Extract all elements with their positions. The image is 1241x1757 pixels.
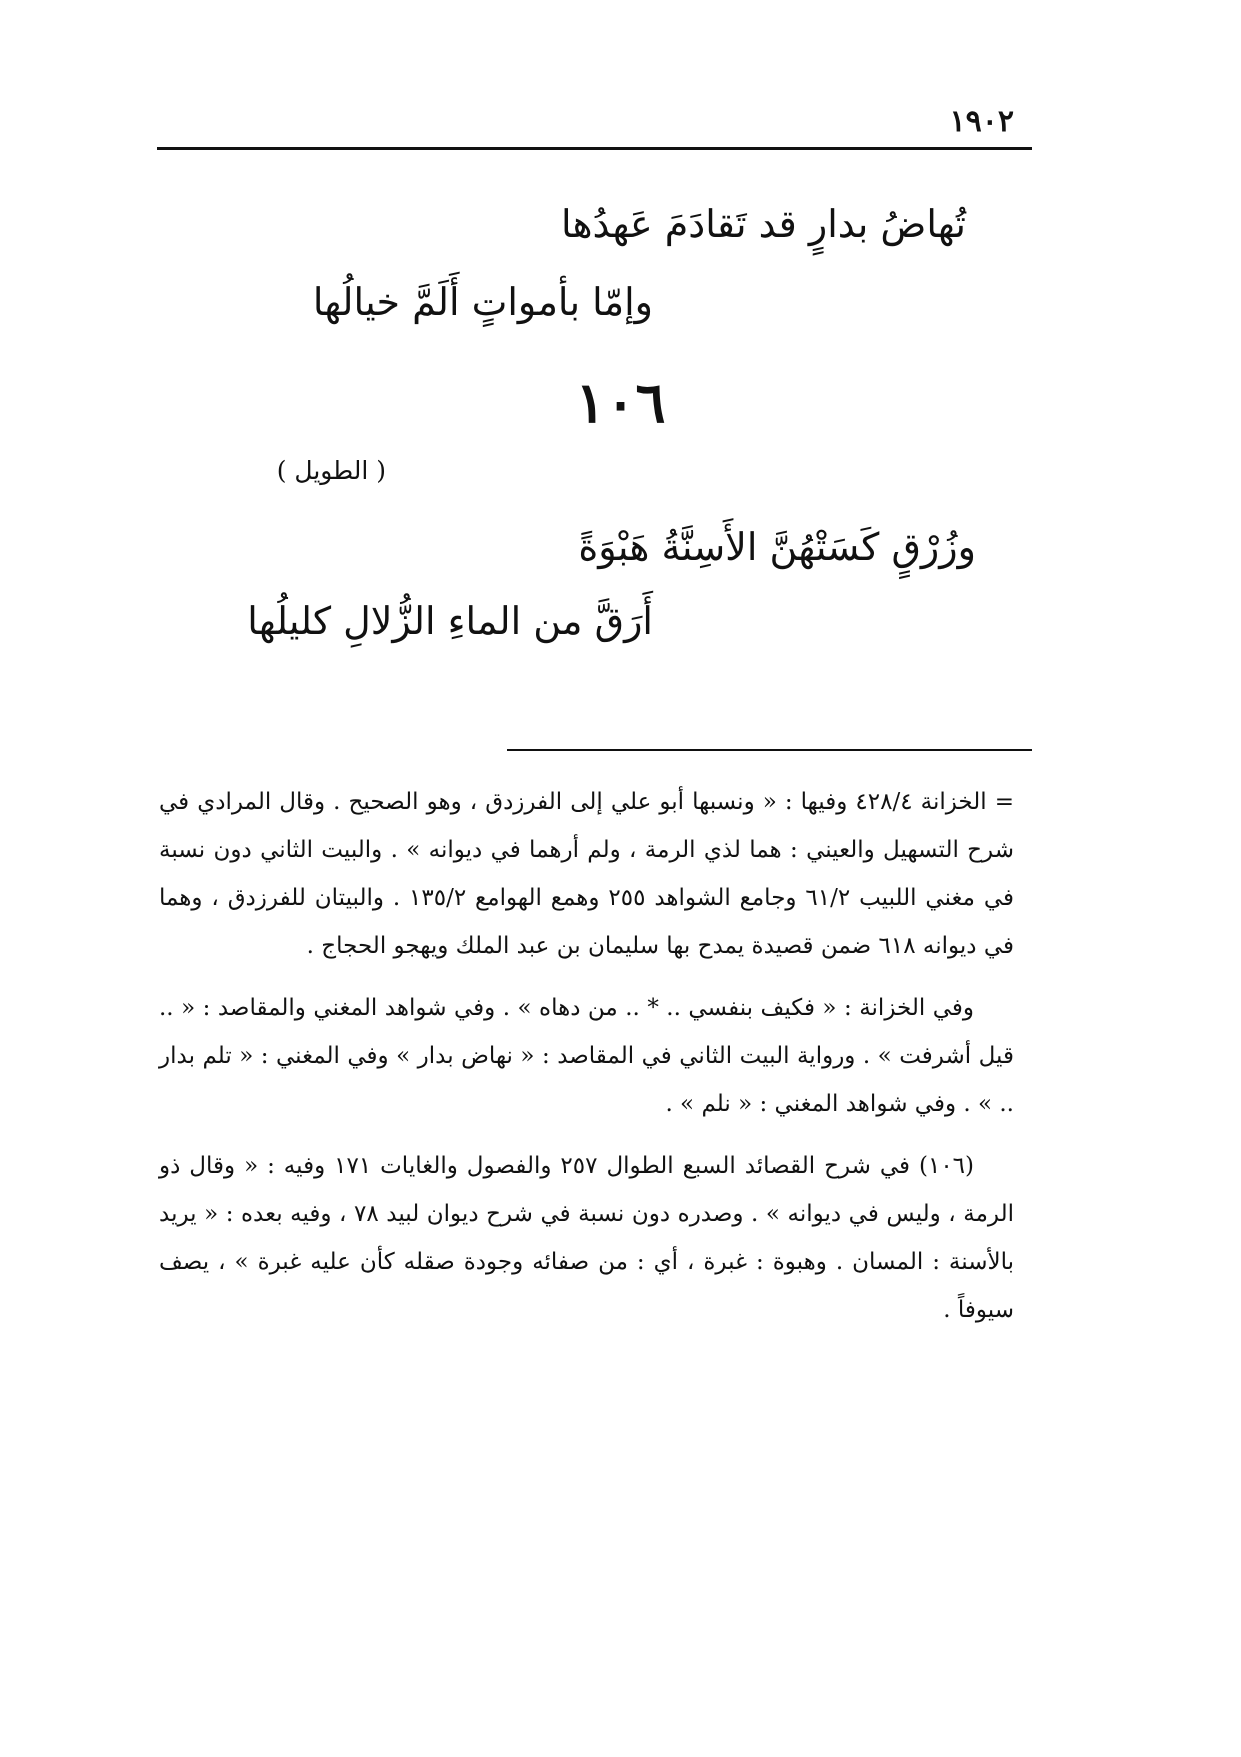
meter-label: ( الطويل ) — [276, 456, 386, 485]
verse-line-2: وإمّا بأمواتٍ أَلَمَّ خيالُها — [312, 280, 653, 324]
footnote-rule — [507, 749, 1032, 751]
footnotes — [159, 778, 1014, 1348]
header-rule — [157, 147, 1032, 150]
verse-line-1: تُهاضُ بدارٍ قد تَقادَمَ عَهدُها — [560, 202, 966, 246]
poem-verse-2: أَرَقَّ من الماءِ الزُّلالِ كليلُها — [247, 599, 653, 643]
page-number: ١٩٠٢ — [949, 104, 1014, 139]
poem-verse-1: وزُرْقٍ كَسَتْهُنَّ الأَسِنَّةُ هَبْوَةً — [578, 525, 976, 569]
footnote-paragraph: وفي الخزانة : « فكيف بنفسي .. * .. من دهاه » . وفي شواهد المغني والمقاصد : « .. قيل أشرفت » . ورواية البيت الثاني في المقاصد : « نهاض بدار » وفي المغني : « تلم بدار .. » . وفي شواهد المغني : « نلم » . — [159, 995, 1014, 1117]
footnote-paragraph: = الخزانة ٤٢٨/٤ وفيها : « ونسبها أبو علي إلى الفرزدق ، وهو الصحيح . وقال المرادي في شرح التسهيل والعيني : هما لذي الرمة ، ولم أرهما في ديوانه » . والبيت الثاني دون نسبة في مغني اللبيب ٦١/٢ وجامع الشواهد ٢٥٥ وهمع الهوامع ١٣٥/٢ . والبيتان للفرزدق ، وهما في ديوانه ٦١٨ ضمن قصيدة يمدح بها سليمان بن عبد الملك ويهجو الحجاج . — [159, 789, 1015, 959]
footnote-paragraph: (١٠٦) في شرح القصائد السبع الطوال ٢٥٧ والفصول والغايات ١٧١ وفيه : « وقال ذو الرمة ، وليس في ديوانه » . وصدره دون نسبة في شرح ديوان لبيد ٧٨ ، وفيه بعده : « يريد بالأسنة : المسان . وهبوة : غبرة ، أي : من صفائه وجودة صقله كأن عليه غبرة » ، يصف سيوفاً . — [159, 1153, 1014, 1323]
poem-number: ١٠٦ — [575, 370, 666, 436]
